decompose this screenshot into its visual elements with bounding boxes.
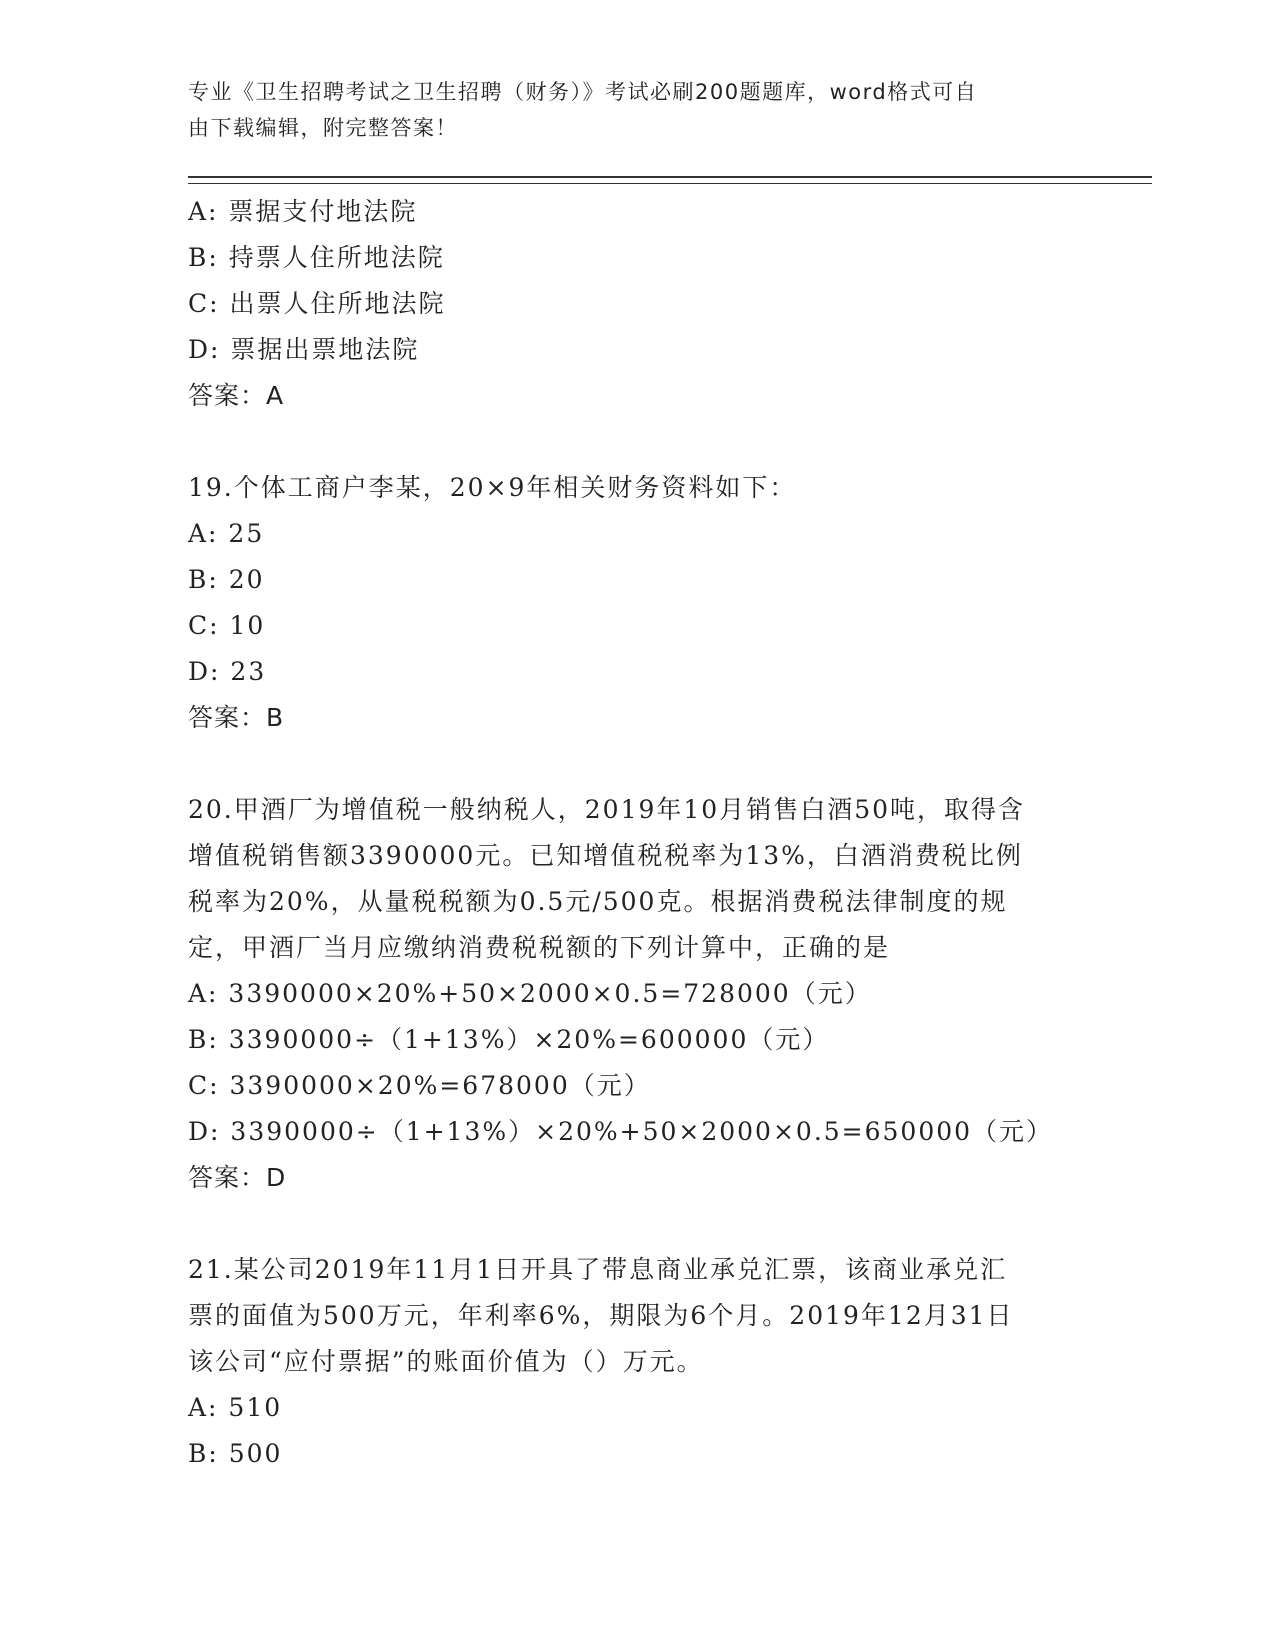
question-stem-line: 定，甲酒厂当月应缴纳消费税税额的下列计算中，正确的是 — [188, 933, 891, 962]
option-d: D: 3390000÷（1+13%）×20%+50×2000×0.5=650000（元） — [188, 1117, 1054, 1146]
header-divider-thin — [188, 183, 1152, 184]
question-20 — [188, 787, 1088, 1201]
header-line-2: 由下载编辑，附完整答案！ — [188, 116, 458, 140]
option-d: D: 票据出票地法院 — [188, 335, 420, 364]
header-line-1: 专业《卫生招聘考试之卫生招聘（财务）》考试必刷200题题库，word格式可自 — [188, 80, 978, 104]
option-a: A: 510 — [188, 1393, 283, 1422]
option-a: A: 票据支付地法院 — [188, 197, 418, 226]
option-c: C: 出票人住所地法院 — [188, 289, 446, 318]
question-stem-line: 21.某公司2019年11月1日开具了带息商业承兑汇票，该商业承兑汇 — [188, 1255, 1008, 1284]
question-stem: 19.个体工商户李某，20×9年相关财务资料如下： — [188, 473, 797, 502]
answer: 答案：B — [188, 703, 285, 732]
question-stem-line: 税率为20%，从量税税额为0.5元/500克。根据消费税法律制度的规 — [188, 887, 1008, 916]
option-d: D: 23 — [188, 657, 267, 686]
question-stem-line: 增值税销售额3390000元。已知增值税税率为13%，白酒消费税比例 — [188, 841, 1023, 870]
spacer — [188, 1201, 1088, 1247]
answer: 答案：D — [188, 1163, 287, 1192]
option-b: B: 3390000÷（1+13%）×20%=600000（元） — [188, 1025, 830, 1054]
header-divider-thick — [188, 176, 1152, 178]
option-c: C: 3390000×20%=678000（元） — [188, 1071, 651, 1100]
question-stem-line: 该公司“应付票据”的账面价值为（）万元。 — [188, 1347, 704, 1376]
option-a: A: 3390000×20%+50×2000×0.5=728000（元） — [188, 979, 872, 1008]
option-a: A: 25 — [188, 519, 265, 548]
document-header — [188, 74, 1088, 146]
question-21 — [188, 1247, 1088, 1477]
option-b: B: 20 — [188, 565, 265, 594]
spacer — [188, 419, 1088, 465]
question-19 — [188, 465, 1088, 741]
option-b: B: 500 — [188, 1439, 283, 1468]
question-stem-line: 票的面值为500万元，年利率6%，期限为6个月。2019年12月31日 — [188, 1301, 1014, 1330]
option-c: C: 10 — [188, 611, 266, 640]
document-body — [188, 189, 1088, 1477]
question-prev — [188, 189, 1088, 419]
spacer — [188, 741, 1088, 787]
answer: 答案：A — [188, 381, 285, 410]
question-stem-line: 20.甲酒厂为增值税一般纳税人，2019年10月销售白酒50吨，取得含 — [188, 795, 1026, 824]
option-b: B: 持票人住所地法院 — [188, 243, 445, 272]
